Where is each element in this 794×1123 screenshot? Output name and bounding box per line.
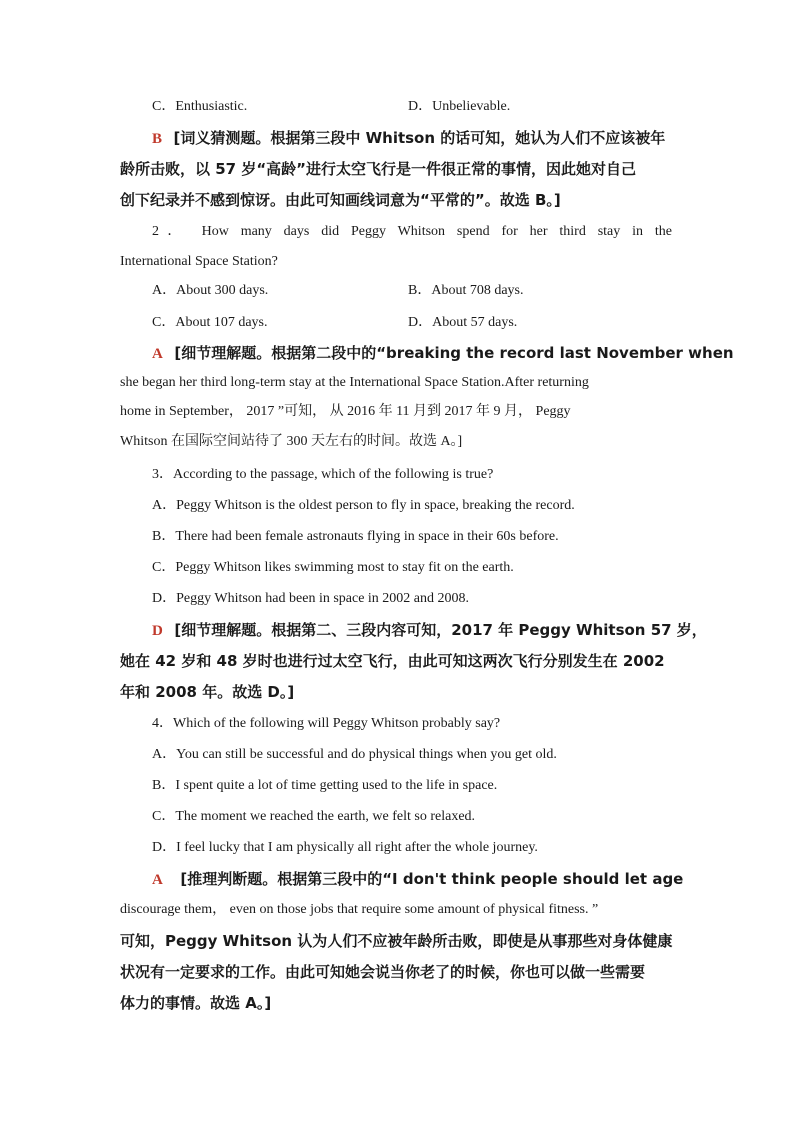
q1-explanation-2: 龄所击败，以 57 岁“高龄”进行太空飞行是一件很正常的事情，因此她对自己 bbox=[120, 160, 637, 178]
q4-explanation-1: [推理判断题。根据第三段中的“I don't think people should let age bbox=[180, 870, 684, 888]
q2-explanation-1: [细节理解题。根据第二段中的“breaking the record last November when bbox=[174, 344, 734, 362]
q2-option-c: C．About 107 days. bbox=[152, 315, 268, 330]
q4-explanation-4: 状况有一定要求的工作。由此可知她会说当你老了的时候，你也可以做一些需要 bbox=[120, 963, 646, 981]
q3-explanation-3: 年和 2008 年。故选 D。] bbox=[120, 683, 295, 701]
q3-option-a: A．Peggy Whitson is the oldest person to fly in space, breaking the record. bbox=[152, 498, 575, 513]
q2-answer-line bbox=[152, 343, 734, 365]
q4-explanation-3: 可知，Peggy Whitson 认为人们不应被年龄所击败，即使是从事那些对身体健康 bbox=[120, 932, 673, 950]
q2-explanation-4: Whitson 在国际空间站待了 300 天左右的时间。故选 A。] bbox=[120, 434, 463, 449]
q4-answer: A bbox=[152, 872, 163, 888]
q1-option-d: D．Unbelievable. bbox=[408, 99, 511, 114]
q3-option-b: B．There had been female astronauts flying in space in their 60s before. bbox=[152, 529, 559, 544]
q2-option-b: B．About 708 days. bbox=[408, 283, 524, 298]
q3-explanation-2: 她在 42 岁和 48 岁时也进行过太空飞行，由此可知这两次飞行分别发生在 2002 bbox=[120, 652, 665, 670]
q2-option-a: A．About 300 days. bbox=[152, 283, 269, 298]
q2-explanation-2: she began her third long-term stay at the International Space Station.After returning bbox=[120, 375, 589, 390]
q2-question-1: 2． How many days did Peggy Whitson spend for her third stay in the bbox=[152, 224, 672, 239]
q3-option-c: C．Peggy Whitson likes swimming most to stay fit on the earth. bbox=[152, 560, 514, 575]
q4-option-b: B．I spent quite a lot of time getting used to the life in space. bbox=[152, 778, 498, 793]
q2-explanation-3: home in September， 2017 ”可知， 从 2016 年 11 月到 2017 年 9 月， Peggy bbox=[120, 404, 571, 419]
q4-option-d: D．I feel lucky that I am physically all right after the whole journey. bbox=[152, 840, 538, 855]
q4-explanation-5: 体力的事情。故选 A。] bbox=[120, 994, 272, 1012]
q3-option-d: D．Peggy Whitson had been in space in 2002 and 2008. bbox=[152, 591, 470, 606]
q1-answer-line bbox=[152, 128, 665, 150]
q2-answer: A bbox=[152, 346, 163, 362]
q2-option-d: D．About 57 days. bbox=[408, 315, 518, 330]
q4-question: 4．Which of the following will Peggy Whitson probably say? bbox=[152, 716, 501, 731]
q2-question-2: International Space Station? bbox=[120, 254, 278, 269]
q1-explanation-1: [词义猜测题。根据第三段中 Whitson 的话可知，她认为人们不应该被年 bbox=[173, 129, 666, 147]
q4-option-a: A．You can still be successful and do physical things when you get old. bbox=[152, 747, 557, 762]
q3-question: 3．According to the passage, which of the following is true? bbox=[152, 467, 494, 482]
q1-answer: B bbox=[152, 131, 163, 147]
q3-answer-line bbox=[152, 620, 707, 642]
q3-answer: D bbox=[152, 623, 163, 639]
q4-answer-line bbox=[152, 869, 683, 891]
q1-explanation-3: 创下纪录并不感到惊讶。由此可知画线词意为“平常的”。故选 B。] bbox=[120, 191, 561, 209]
q4-explanation-2: discourage them， even on those jobs that require some amount of physical fitness. ” bbox=[120, 902, 599, 917]
q1-option-c: C．Enthusiastic. bbox=[152, 99, 248, 114]
q3-explanation-1: [细节理解题。根据第二、三段内容可知，2017 年 Peggy Whitson 57 岁， bbox=[174, 621, 707, 639]
q4-option-c: C．The moment we reached the earth, we felt so relaxed. bbox=[152, 809, 476, 824]
